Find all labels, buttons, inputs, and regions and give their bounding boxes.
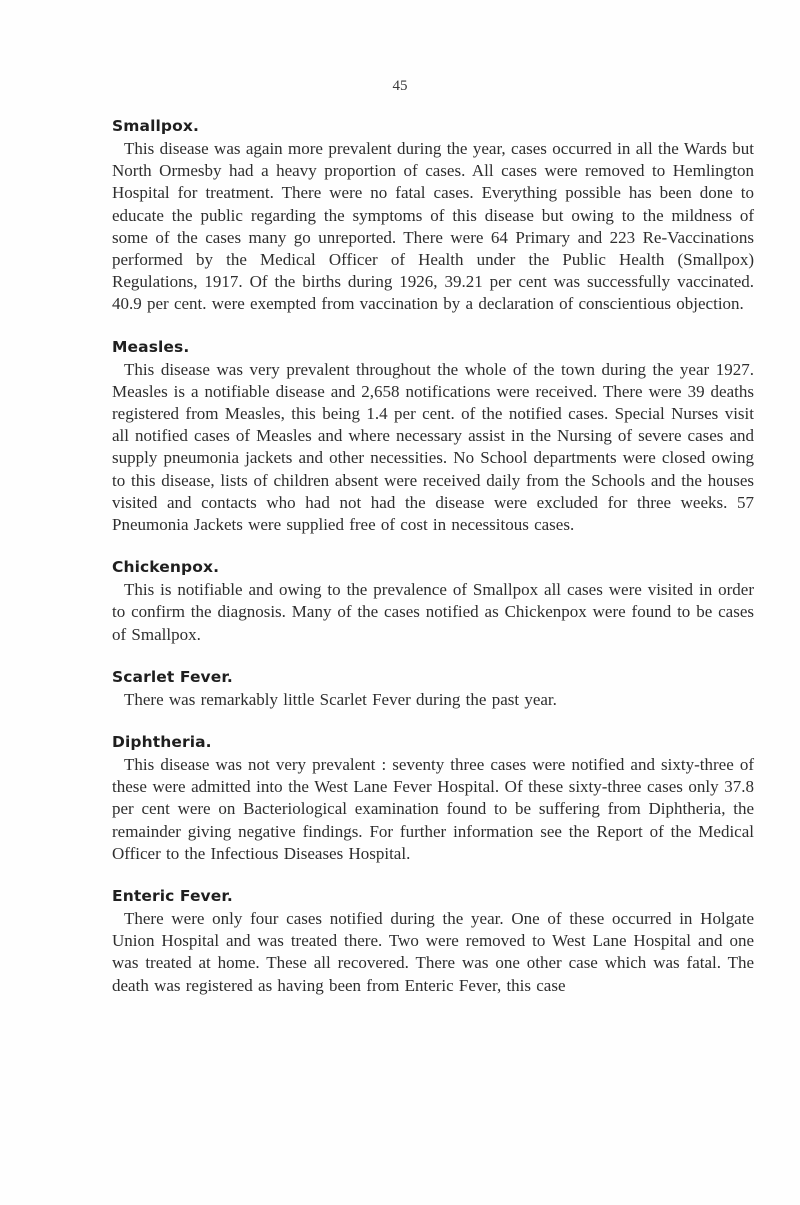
- section-paragraph: This disease was very prevalent throughout the whole of the town during the year 1927. Measles is a notifiable disease and 2,658 notifications were received. There were 39 deaths registered from Measles, this being 1.4 per cent. of the notified cases. Special Nurses visit all notified cases of Measles and where necessary assist in the Nursing of severe cases and supply pneumonia jackets and other necessities. No School departments were closed owing to this disease, lists of children absent were received daily from the Schools and the houses visited and contacts who had not had the disease were excluded for three weeks. 57 Pneumonia Jackets were supplied free of cost in necessitous cases.: [112, 359, 754, 535]
- section-heading: Chickenpox.: [112, 558, 220, 577]
- section-paragraph: There was remarkably little Scarlet Fever during the past year.: [124, 689, 557, 709]
- section-enteric-fever: [112, 884, 754, 997]
- section-heading: Scarlet Fever.: [112, 667, 233, 686]
- section-measles: [112, 335, 754, 537]
- section-heading: Smallpox.: [112, 117, 199, 135]
- section-chickenpox: [112, 555, 754, 646]
- section-heading: Measles.: [112, 337, 190, 356]
- section-smallpox: [112, 114, 754, 316]
- section-paragraph: This disease was not very prevalent : seventy three cases were notified and sixty-three of these were admitted into the West Lane Fever Hospital. Of these sixty-three cases only 37.8 per cent were on Bacteriological examination found to be suffering from Diphtheria, the remainder giving negative findings. For further information see the Report of the Medical Officer to the Infectious Diseases Hospital.: [112, 755, 754, 863]
- section-heading: Enteric Fever.: [112, 887, 233, 906]
- section-scarlet-fever: [112, 665, 754, 711]
- section-paragraph: This disease was again more prevalent during the year, cases occurred in all the Wards but North Ormesby had a heavy proportion of cases. All cases were removed to Hemlington Hospital for treatment. There were no fatal cases. Everything possible has been done to educate the public regarding the symptoms of this disease but owing to the mildness of some of the cases many go unreported. There were 64 Primary and 223 Re-Vaccinations performed by the Medical Officer of Health under the Public Health (Smallpox) Regulations, 1917. Of the births during 1926, 39.21 per cent was successfully vaccinated. 40.9 per cent. were exempted from vaccination by a declaration of conscientious objection.: [112, 139, 754, 314]
- document-body: [112, 114, 754, 1016]
- section-heading: Diphtheria.: [112, 733, 212, 752]
- section-paragraph: This is notifiable and owing to the prevalence of Smallpox all cases were visited in order to confirm the diagnosis. Many of the cases notified as Chickenpox were found to be cases of Smallpox.: [112, 580, 754, 644]
- page-number: 45: [392, 78, 408, 94]
- section-diphtheria: [112, 730, 754, 865]
- section-paragraph: There were only four cases notified during the year. One of these occurred in Holgate Union Hospital and was treated there. Two were removed to West Lane Hospital and one was treated at home. These all recovered. There was one other case which was fatal. The death was registered as having been from Enteric Fever, this case: [112, 909, 754, 995]
